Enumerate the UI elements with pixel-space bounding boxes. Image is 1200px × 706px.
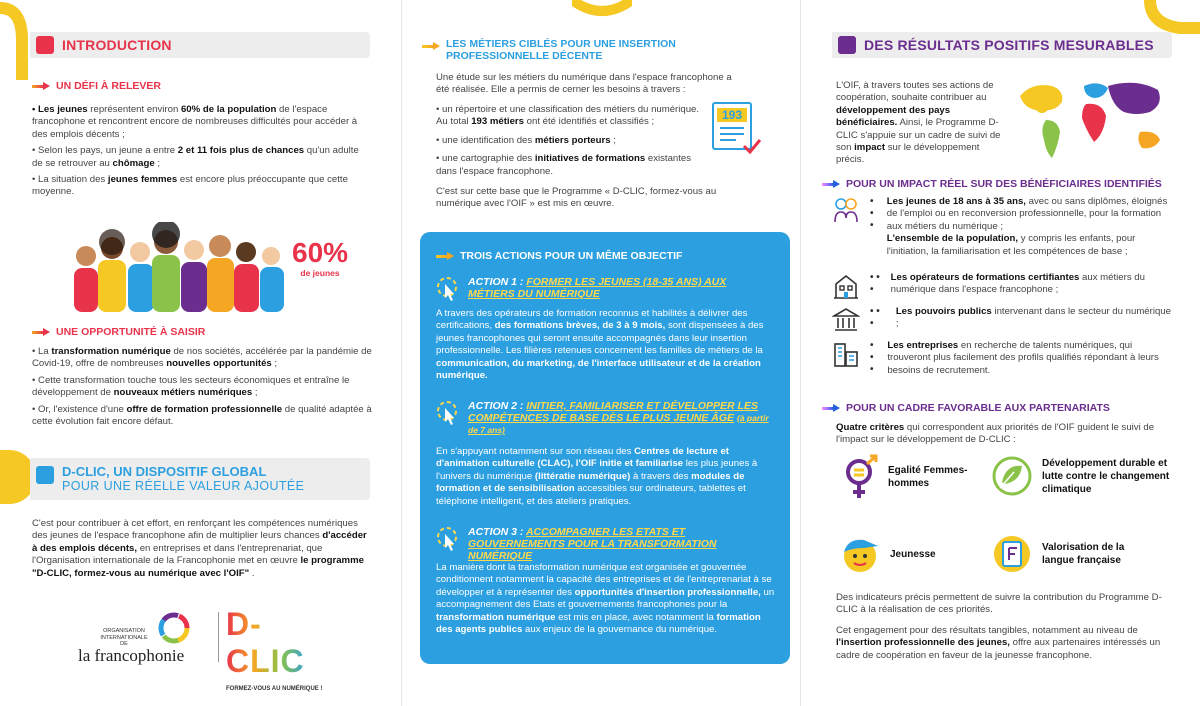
dclic-text: C'est pour contribuer à cet effort, en renforçant les compétences numériques des jeunes de l'espace francophone afin de multiplier leurs chances d'accéder à des emplois décents, en entreprises et dans l'entreprenariat, que l'Organisation internationale de la Francophonie met en œuvre le programme "D-CLIC, formez-vous au numérique avec l'OIF" .: [32, 518, 367, 579]
action-1-text: A travers des opérateurs de formation reconnus et habilités à délivrer des certifications, des formations brèves, de 3 à 9 mois, sont dispensées à des jeunes francophones qui seront ensuite accompagnés dans leur insertion professionnelle. Les filières retenues concernent les familles de métiers de la communication, du marketing, de l'interface utilisateur et de la création numérique.: [436, 308, 764, 382]
oif-small-text: ORGANISATION INTERNATIONALE DE: [100, 628, 148, 647]
arrow-right-icon: [822, 404, 840, 413]
world-map-illustration: [1012, 76, 1172, 166]
pointer-click-icon: [436, 400, 460, 426]
impact-subheading: [822, 178, 1162, 190]
defi-title: UN DÉFI À RELEVER: [56, 80, 162, 92]
people-heart-icon: [832, 196, 860, 224]
metiers-list: [436, 104, 706, 182]
actions-box: [420, 232, 790, 664]
defi-paragraph-1: • Les jeunes représentent environ 60% de la population de l'espace francophone et rencontrent encore de nombreuses difficultés pour accéder à des emplois décents ;: [32, 104, 358, 140]
office-buildings-icon: [832, 340, 860, 368]
dots: • • •: [870, 306, 880, 329]
arrow-right-icon: [422, 42, 440, 51]
opp-paragraph-2: • Cette transformation touche tous les secteurs économiques et entraîne le développement de nouveaux métiers numériques ;: [32, 374, 350, 399]
blue-chip: [36, 466, 54, 484]
beneficiary-public-authorities: [832, 306, 1172, 334]
action-1-header: [436, 276, 768, 302]
oif-ring-icon: [156, 610, 192, 646]
criterion-sustainability-label: Développement durable et lutte contre le changement climatique: [1042, 457, 1170, 495]
metiers-title-line2: PROFESSIONNELLE DÉCENTE: [446, 50, 603, 62]
school-building-icon: [832, 272, 860, 300]
pointer-click-icon: [436, 526, 460, 552]
criterion-language-label: Valorisation de la langue française: [1042, 542, 1125, 566]
young-people-illustration: [68, 222, 288, 312]
book-letter-icon: [990, 532, 1034, 576]
defi-paragraph-2: • Selon les pays, un jeune a entre 2 et 11 fois plus de chances qu'un adulte de se retrouver au chômage ;: [32, 145, 359, 169]
opportunity-subheading: [32, 326, 205, 338]
decorative-curve-top: [572, 0, 632, 20]
dclic-logo-text: D-CLIC: [226, 606, 336, 680]
results-title: DES RÉSULTATS POSITIFS MESURABLES: [864, 37, 1154, 53]
metiers-item-1: • un répertoire et une classification des métiers du numérique. Au total 193 métiers ont été identifiés et classifiés ;: [436, 104, 700, 128]
government-building-icon: [832, 306, 860, 334]
metiers-title-line1: LES MÉTIERS CIBLÉS POUR UNE INSERTION: [446, 38, 676, 50]
oif-big-text: la francophonie: [78, 646, 185, 665]
criterion-gender-equality: [838, 454, 988, 500]
decorative-curve-purple: [0, 30, 20, 60]
actions-box-header: [436, 250, 682, 262]
defi-text: [32, 104, 372, 203]
dclic-title-line2: POUR UNE RÉELLE VALEUR AJOUTÉE: [62, 479, 305, 493]
metiers-subheading: [422, 38, 676, 62]
criterion-french-language: [990, 532, 1170, 576]
final-paragraph-1: Des indicateurs précis permettent de suivre la contribution du Programme D-CLIC à la réalisation de ces priorités.: [836, 592, 1162, 616]
dots: • • •: [870, 340, 874, 375]
purple-chip: [838, 36, 856, 54]
arrow-right-icon: [32, 328, 50, 337]
leaf-globe-icon: [990, 454, 1034, 498]
metiers-item-2: • une identification des métiers porteurs ;: [436, 134, 616, 146]
action-2-text: En s'appuyant notamment sur son réseau des Centres de lecture et d'animation culturelle (CLAC), l'OIF initie et familiarise les plus jeunes à l'univers du numérique (littératie numérique) à travers des modules de formation et de sensibilisation accessibles sur ordinateurs, tablettes et téléphone intelligent, et des ateliers pratiques.: [436, 446, 758, 507]
intro-section-header: [30, 32, 370, 58]
beneficiary-companies-text: Les entreprises en recherche de talents numériques, qui trouveront plus facilement des profils qualifiés répondant à leurs besoins de recrutement.: [887, 340, 1159, 376]
cadre-title: POUR UN CADRE FAVORABLE AUX PARTENARIATS: [846, 402, 1110, 414]
logo-divider: [218, 612, 219, 662]
arrow-right-icon: [822, 180, 840, 189]
opp-paragraph-1: • La transformation numérique de nos sociétés, accélérée par la pandémie de Covid-19, offre de nombreuses nouvelles opportunités ;: [32, 346, 372, 370]
arrow-right-icon: [436, 252, 454, 261]
stat-label: de jeunes: [300, 268, 340, 278]
cadre-subheading: [822, 402, 1110, 414]
metiers-intro: Une étude sur les métiers du numérique dans l'espace francophone a été réalisée. Elle a permis de cerner les besoins à travers :: [436, 72, 732, 96]
beneficiary-companies: [832, 340, 1172, 377]
stat-value: 60%: [292, 237, 349, 268]
dclic-title-line1: D-CLIC, UN DISPOSITIF GLOBAL: [62, 464, 267, 479]
metiers-item-3: • une cartographie des initiatives de formations existantes dans l'espace francophone.: [436, 153, 692, 177]
gender-equality-icon: [838, 454, 880, 500]
opp-paragraph-3: • Or, l'existence d'une offre de formation professionnelle de qualité adaptée à cette évolution fait encore défaut.: [32, 403, 372, 428]
impact-title: POUR UN IMPACT RÉEL SUR DES BÉNÉFICIAIRES IDENTIFIÉS: [846, 178, 1162, 190]
action-3-text: La manière dont la transformation numérique est organisée et gouvernée conditionnent notamment la capacité des entreprises et de l'entreprenariat à se développer et à représenter des opportunités d'insertion professionnelle, un accompagnement des Etats et gouvernements francophones pour la transformation numérique est mis en place, avec notamment la formation des agents publics aux enjeux de la gouvernance du numérique.: [436, 562, 775, 636]
action-3-header: [436, 526, 768, 562]
dclic-section-header: [30, 458, 370, 500]
defi-subheading: [32, 80, 161, 92]
intro-title: INTRODUCTION: [62, 37, 172, 53]
opportunity-title: UNE OPPORTUNITÉ À SAISIR: [56, 326, 206, 338]
dclic-logo: [226, 606, 336, 692]
final-text: [836, 592, 1172, 666]
actions-box-title: TROIS ACTIONS POUR UN MÊME OBJECTIF: [460, 250, 683, 262]
oif-logo: [78, 610, 218, 664]
pointer-click-icon: [436, 276, 460, 302]
cadre-intro: Quatre critères qui correspondent aux priorités de l'OIF guident le suivi de l'impact sur le développement de D-CLIC :: [836, 422, 1155, 446]
dots: • • •: [870, 272, 880, 295]
beneficiary-youth-text: Les jeunes de 18 ans à 35 ans, avec ou sans diplômes, éloignés de l'emploi ou en reconversion professionnelle, pour la formation aux métiers du numérique ; L'ensemble de la population, y compris les enfants, pour l'initiation, la familiarisation et les compétences de base ;: [886, 196, 1168, 257]
beneficiary-public-text: Les pouvoirs publics intervenant dans le secteur du numérique ;: [895, 306, 1171, 330]
results-section-header: [832, 32, 1172, 58]
column-1: [0, 0, 400, 706]
criterion-youth: [838, 532, 988, 576]
final-paragraph-2: Cet engagement pour des résultats tangibles, notamment au niveau de l'insertion professionnelle des jeunes, offre aux partenaires intéressés un cadre de coopération en faveur de la jeunesse francophone.: [836, 624, 1161, 661]
dclic-tagline: FORMEZ-VOUS AU NUMÉRIQUE !: [226, 686, 323, 692]
beneficiary-operators-text: Les opérateurs de formations certifiantes aux métiers du numérique dans l'espace francophone ;: [890, 272, 1145, 296]
checkmark-icon: [742, 138, 762, 154]
arrow-right-icon: [32, 82, 50, 91]
action-3-title: ACTION 3 : ACCOMPAGNER LES ETATS ET GOUVERNEMENTS POUR LA TRANSFORMATION NUMÉRIQUE: [468, 526, 717, 562]
red-chip: [36, 36, 54, 54]
criterion-youth-label: Jeunesse: [890, 548, 936, 560]
youth-face-icon: [838, 532, 882, 576]
criterion-gender-label: Egalité Femmes-hommes: [888, 465, 968, 489]
opportunity-text: [32, 346, 372, 432]
dots: • • •: [870, 196, 874, 231]
action-2-header: [436, 400, 778, 436]
stat-60-percent: [292, 238, 348, 278]
defi-paragraph-3: • La situation des jeunes femmes est encore plus préoccupante que cette moyenne.: [32, 174, 348, 198]
results-intro: L'OIF, à travers toutes ses actions de coopération, souhaite contribuer au développement des pays bénéficiaires. Ainsi, le Programme D-CLIC s'appuie sur un cadre de suivi de son impact sur le développement précis.: [836, 80, 1001, 166]
beneficiary-youth: [832, 196, 1172, 258]
criterion-sustainability: [990, 454, 1170, 498]
badge-193-icon: [712, 102, 752, 150]
beneficiary-operators: [832, 272, 1172, 300]
metiers-conclusion: C'est sur cette base que le Programme « D-CLIC, formez-vous au numérique avec l'OIF » est mis en œuvre.: [436, 186, 717, 210]
action-1-title: ACTION 1 : FORMER LES JEUNES (18-35 ANS) AUX MÉTIERS DU NUMÉRIQUE: [468, 276, 727, 300]
action-2-title: ACTION 2 : INITIER, FAMILIARISER ET DÉVELOPPER LES COMPÉTENCES DE BASE DÈS LE PLUS JEUNE ÂGE (à partir de 7 ans): [468, 400, 769, 435]
badge-number: 193: [717, 108, 747, 122]
